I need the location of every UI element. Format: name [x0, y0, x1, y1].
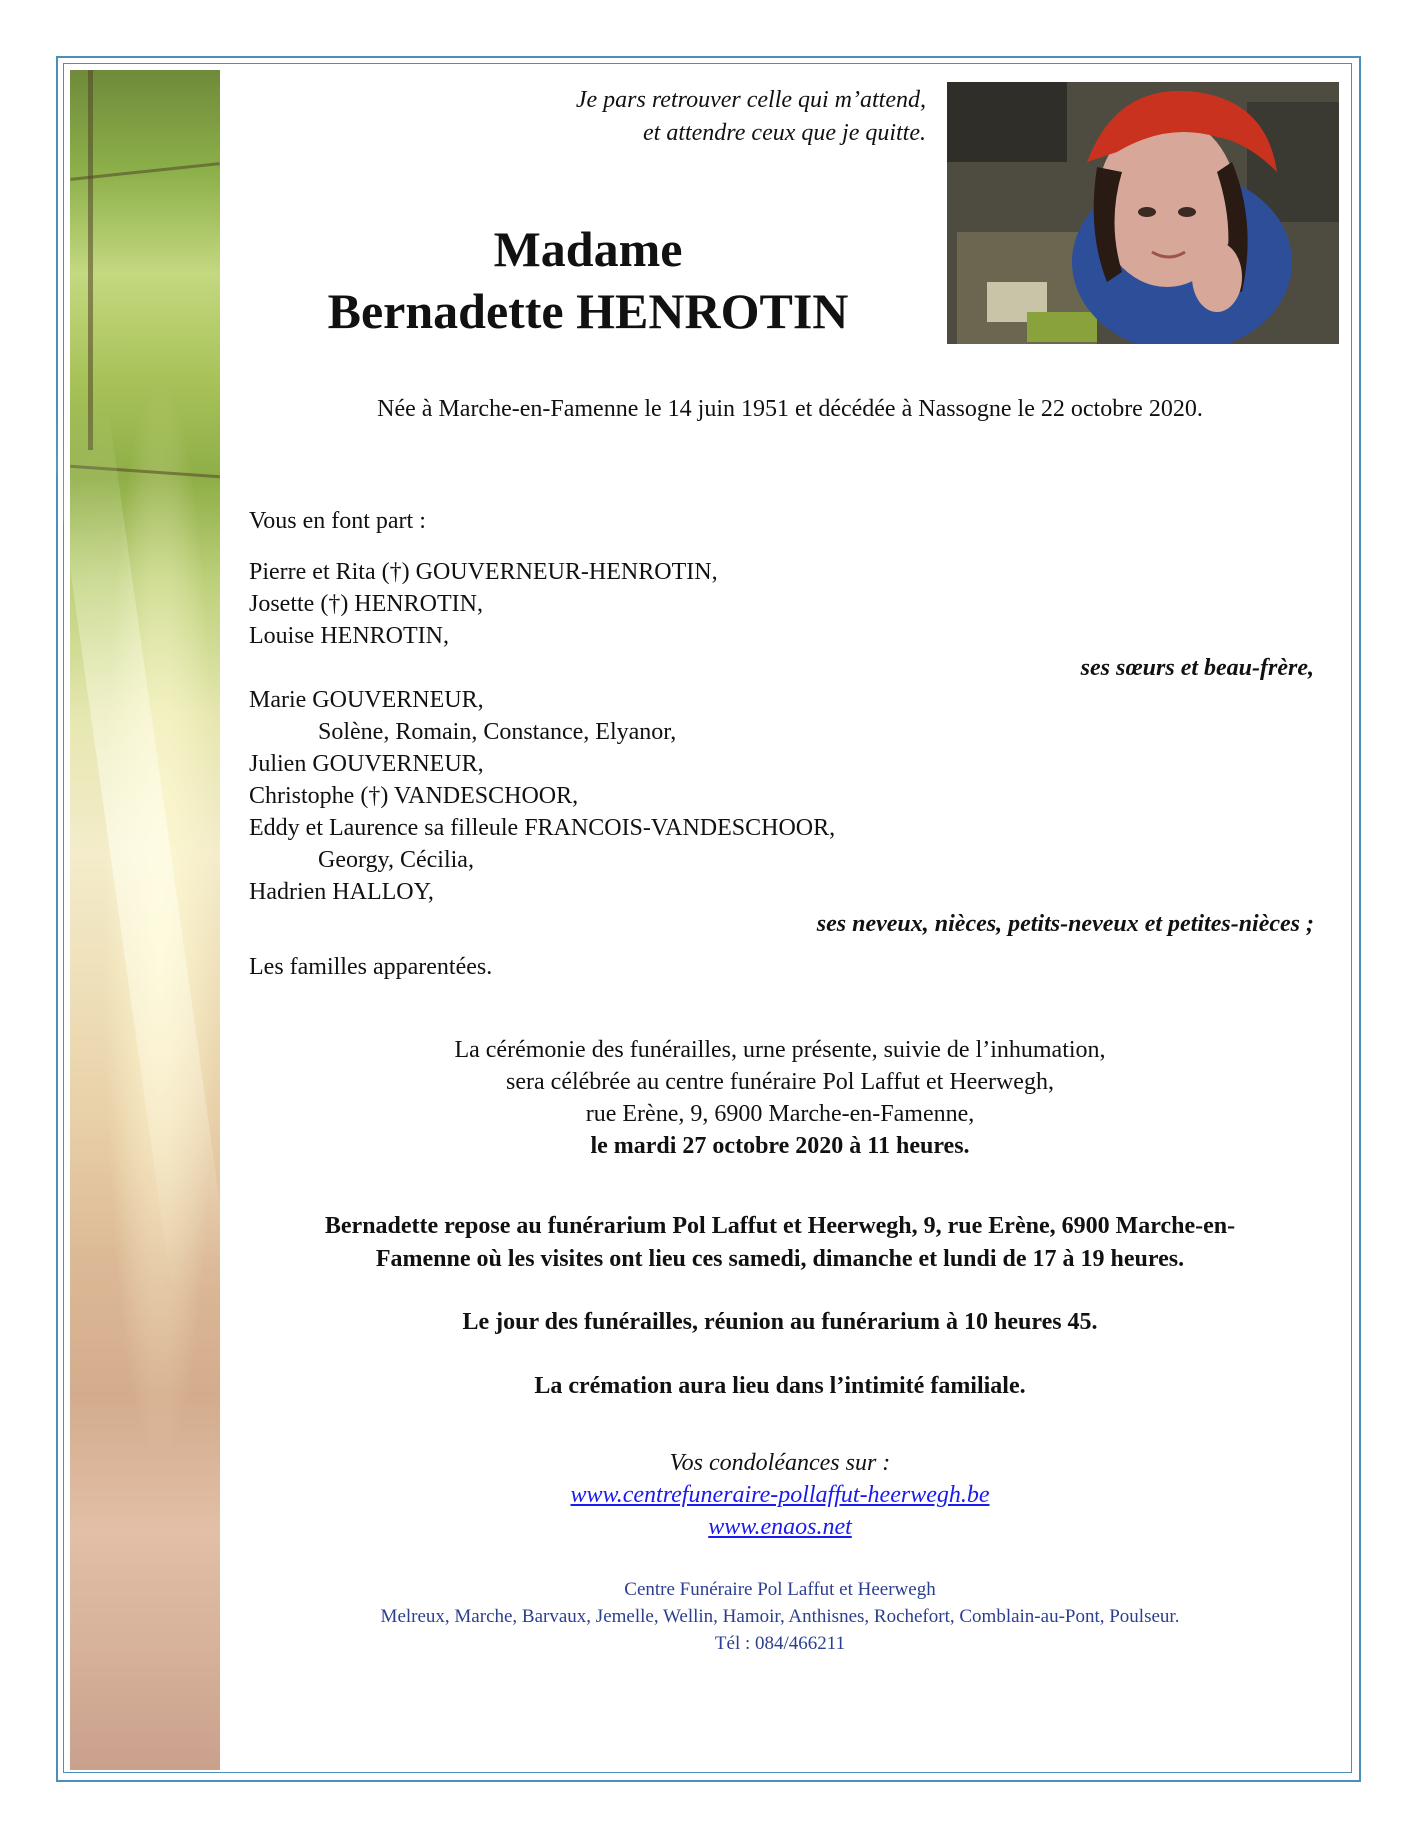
- condolences-link-funeral-center[interactable]: www.centrefuneraire-pollaffut-heerwegh.be: [570, 1482, 990, 1508]
- funeral-home-footer: [250, 1576, 1310, 1657]
- deceased-title: Madame: [493, 221, 683, 277]
- family-group-siblings: [249, 556, 1314, 684]
- epitaph-quote: [576, 84, 926, 150]
- deceased-name: [268, 218, 908, 342]
- forest-path-image: [70, 70, 220, 1770]
- ceremony-line-2: sera célébrée au centre funéraire Pol Laffut et Heerwegh,: [506, 1069, 1054, 1095]
- visit-line-2: Famenne où les visites ont lieu ces samedi, dimanche et lundi de 17 à 19 heures.: [375, 1246, 1185, 1272]
- ceremony-info: [250, 1034, 1310, 1162]
- condolences-label: Vos condoléances sur :: [669, 1450, 891, 1476]
- visit-line-1: Bernadette repose au funérarium Pol Laffut et Heerwegh, 9, rue Erène, 6900 Marche-en-: [324, 1213, 1236, 1239]
- related-families: Les familles apparentées.: [249, 954, 493, 980]
- quote-line-2: et attendre ceux que je quitte.: [643, 120, 926, 146]
- family-member: Louise HENROTIN,: [249, 623, 449, 649]
- ceremony-address: rue Erène, 9, 6900 Marche-en-Famenne,: [585, 1101, 975, 1127]
- deceased-full-name: Bernadette HENROTIN: [327, 283, 849, 339]
- relation-siblings: ses sœurs et beau-frère,: [1080, 655, 1314, 681]
- birth-death-line: Née à Marche-en-Famenne le 14 juin 1951 et décédée à Nassogne le 22 octobre 2020.: [377, 396, 1203, 422]
- announce-label: Vous en font part :: [249, 508, 426, 534]
- relation-nephews: ses neveux, nièces, petits-neveux et petites-nièces ;: [816, 911, 1314, 937]
- family-member: Pierre et Rita (†) GOUVERNEUR-HENROTIN,: [249, 559, 718, 585]
- family-member: Josette (†) HENROTIN,: [249, 591, 483, 617]
- family-group-nephews: [249, 684, 1314, 940]
- family-member: Marie GOUVERNEUR,: [249, 687, 484, 713]
- family-member: Hadrien HALLOY,: [249, 879, 434, 905]
- cremation-info: La crémation aura lieu dans l’intimité familiale.: [534, 1373, 1026, 1399]
- ceremony-line-1: La cérémonie des funérailles, urne présente, suivie de l’inhumation,: [454, 1037, 1106, 1063]
- ceremony-date: le mardi 27 octobre 2020 à 11 heures.: [590, 1133, 970, 1159]
- footer-phone: Tél : 084/466211: [714, 1633, 846, 1654]
- visit-info: [250, 1210, 1310, 1276]
- footer-company: Centre Funéraire Pol Laffut et Heerwegh: [624, 1579, 936, 1600]
- family-member-children: Georgy, Cécilia,: [318, 847, 474, 873]
- family-member: Eddy et Laurence sa filleule FRANCOIS-VANDESCHOOR,: [249, 815, 836, 841]
- family-member-children: Solène, Romain, Constance, Elyanor,: [318, 719, 677, 745]
- condolences-link-enaos[interactable]: www.enaos.net: [708, 1514, 852, 1540]
- family-member: Julien GOUVERNEUR,: [249, 751, 484, 777]
- quote-line-1: Je pars retrouver celle qui m’attend,: [575, 87, 926, 113]
- portrait-photo: [947, 82, 1339, 344]
- family-member: Christophe (†) VANDESCHOOR,: [249, 783, 579, 809]
- condolences: [250, 1447, 1310, 1543]
- footer-locations: Melreux, Marche, Barvaux, Jemelle, Wellin, Hamoir, Anthisnes, Rochefort, Comblain-au-Pont, Poulseur.: [380, 1606, 1180, 1627]
- reunion-info: Le jour des funérailles, réunion au funérarium à 10 heures 45.: [462, 1309, 1098, 1335]
